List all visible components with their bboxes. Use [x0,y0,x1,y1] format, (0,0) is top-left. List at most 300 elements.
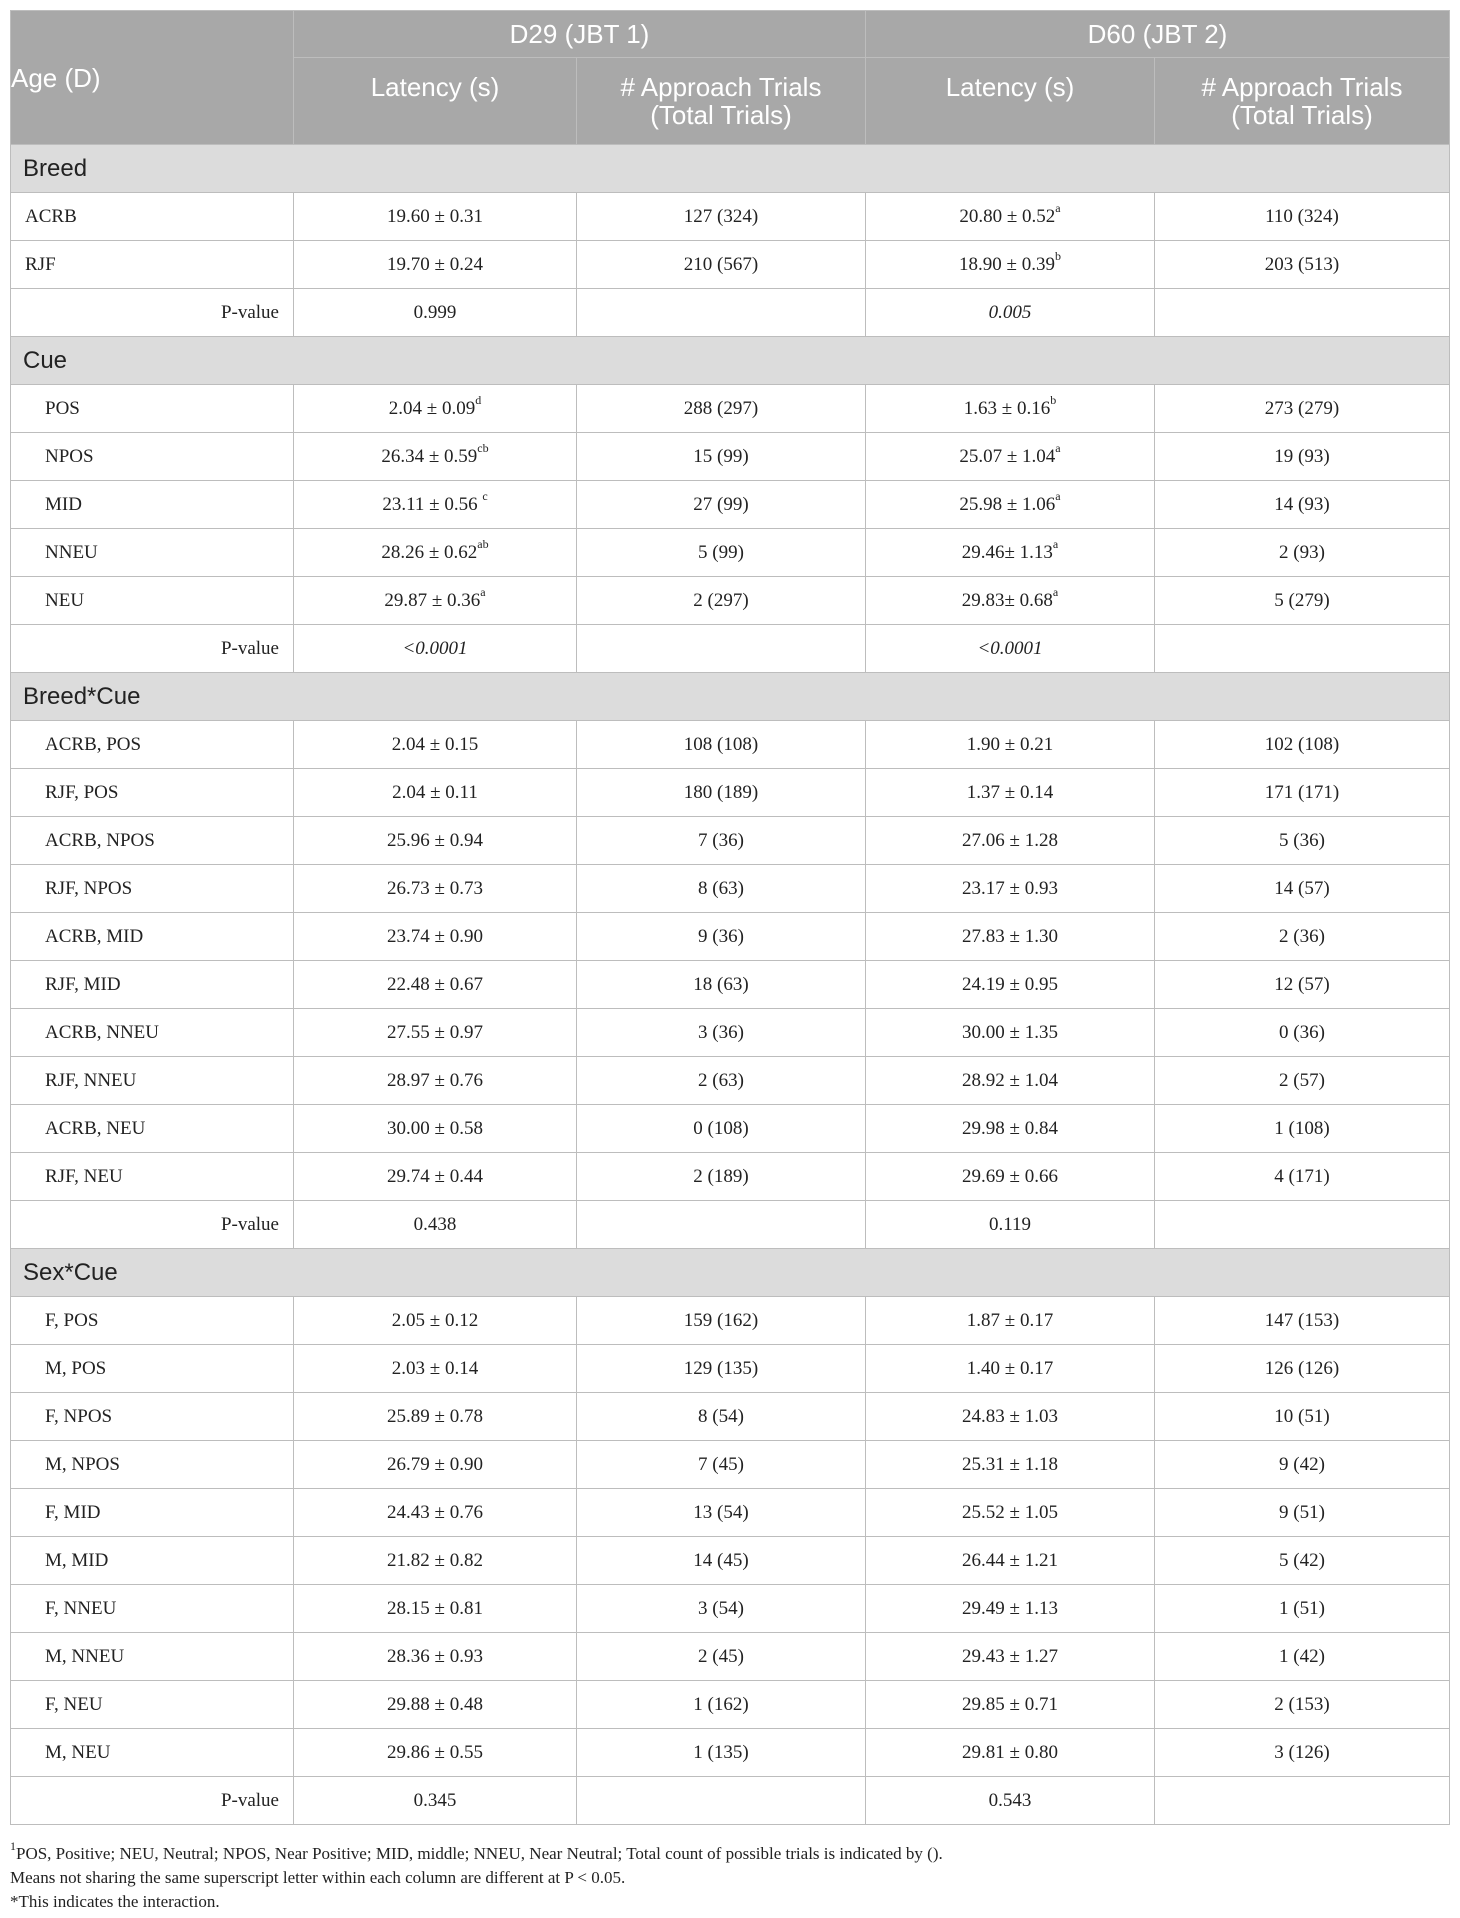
cell-value: 7 (36) [698,829,744,851]
table-row [11,1153,1450,1201]
d29-latency-cell [294,577,577,625]
row-label: M, POS [11,1345,294,1393]
table-row [11,481,1450,529]
cell-value: 25.07 ± 1.04 [959,445,1056,467]
cell-value: 19.70 ± 0.24 [387,253,483,275]
pvalue-d60: <0.0001 [866,625,1155,673]
empty-cell [1155,1201,1450,1249]
cell-value: 26.44 ± 1.21 [962,1549,1058,1571]
cell-value: 30.00 ± 0.58 [387,1117,483,1139]
table-row [11,529,1450,577]
row-label: F, NPOS [11,1393,294,1441]
cell-value: 288 (297) [683,397,759,419]
table-row [11,433,1450,481]
d29-latency-cell [294,1729,577,1777]
d29-latency-cell [294,1585,577,1633]
significance-letter: ab [477,537,489,552]
cell-value: 26.34 ± 0.59 [381,445,478,467]
row-label: RJF, NEU [11,1153,294,1201]
cell-value: 3 (126) [1274,1741,1330,1763]
pvalue-label: P-value [11,625,294,673]
d29-approach-cell [577,1057,866,1105]
d29-latency-cell [294,913,577,961]
pvalue-d60: 0.543 [866,1777,1155,1825]
table-row [11,817,1450,865]
pvalue-label: P-value [11,289,294,337]
results-table-container [10,10,1449,1825]
cell-value: 29.49 ± 1.13 [962,1597,1058,1619]
row-label: ACRB, POS [11,721,294,769]
d60-latency-cell [866,481,1155,529]
cell-value: 210 (567) [683,253,759,275]
d60-approach-cell [1155,1057,1450,1105]
cell-value: 27.83 ± 1.30 [962,925,1058,947]
empty-cell [1155,1777,1450,1825]
d60-approach-cell [1155,577,1450,625]
d29-latency-cell [294,1441,577,1489]
cell-value: 28.26 ± 0.62 [381,541,478,563]
table-row [11,193,1450,241]
cell-value: 25.98 ± 1.06 [959,493,1056,515]
d29-latency-cell [294,385,577,433]
cell-value: 2 (93) [1279,541,1325,563]
cell-value: 9 (51) [1279,1501,1325,1523]
d60-latency-cell [866,1633,1155,1681]
d29-latency-cell [294,1009,577,1057]
d29-approach-cell [577,913,866,961]
section-title: Cue [11,337,1450,385]
cell-value: 273 (279) [1264,397,1340,419]
d60-latency-cell [866,577,1155,625]
empty-cell [577,1201,866,1249]
empty-cell [577,289,866,337]
cell-value: 1.37 ± 0.14 [966,781,1054,803]
cell-value: 1 (162) [693,1693,749,1715]
cell-value: 1.87 ± 0.17 [966,1309,1054,1331]
d29-approach-cell [577,241,866,289]
group-header-d60: D60 (JBT 2) [866,11,1450,58]
cell-value: 1.40 ± 0.17 [966,1357,1054,1379]
cell-value: 25.31 ± 1.18 [962,1453,1058,1475]
cell-value: 23.74 ± 0.90 [387,925,483,947]
section-title: Breed*Cue [11,673,1450,721]
d29-latency-cell [294,1105,577,1153]
cell-value: 25.52 ± 1.05 [962,1501,1058,1523]
d60-latency-cell [866,913,1155,961]
cell-value: 3 (36) [698,1021,744,1043]
table-row [11,1057,1450,1105]
d60-latency-cell [866,193,1155,241]
d60-latency-cell [866,1057,1155,1105]
row-label: M, MID [11,1537,294,1585]
cell-value: 25.89 ± 0.78 [387,1405,483,1427]
row-label: RJF, NPOS [11,865,294,913]
d60-latency-cell [866,1585,1155,1633]
d60-latency-cell [866,529,1155,577]
d29-latency-cell [294,1057,577,1105]
cell-value: 29.69 ± 0.66 [962,1165,1058,1187]
d60-latency-cell [866,1297,1155,1345]
row-label: MID [11,481,294,529]
table-row [11,1441,1450,1489]
cell-value: 102 (108) [1264,733,1340,755]
table-row [11,1345,1450,1393]
cell-value: 9 (42) [1279,1453,1325,1475]
d60-approach-cell [1155,1297,1450,1345]
row-label: F, MID [11,1489,294,1537]
significance-letter: c [482,489,488,504]
d60-latency-cell [866,1729,1155,1777]
table-row [11,721,1450,769]
pvalue-d60: 0.005 [866,289,1155,337]
significance-letter: b [1050,393,1057,408]
d29-approach-cell [577,1489,866,1537]
d29-approach-cell [577,1633,866,1681]
row-label: ACRB, NEU [11,1105,294,1153]
cell-value: 2 (63) [698,1069,744,1091]
d60-approach-cell [1155,433,1450,481]
table-row [11,913,1450,961]
cell-value: 21.82 ± 0.82 [387,1549,483,1571]
pvalue-row [11,289,1450,337]
row-label: RJF [11,241,294,289]
pvalue-d60: 0.119 [866,1201,1155,1249]
d60-approach-cell [1155,1729,1450,1777]
cell-value: 1.63 ± 0.16 [963,397,1051,419]
d60-latency-cell [866,433,1155,481]
d29-approach-cell [577,1009,866,1057]
d29-latency-cell [294,1681,577,1729]
table-row [11,1681,1450,1729]
cell-value: 8 (54) [698,1405,744,1427]
d60-latency-cell [866,1009,1155,1057]
cell-value: 8 (63) [698,877,744,899]
d29-approach-cell [577,385,866,433]
pvalue-row [11,1201,1450,1249]
cell-value: 23.11 ± 0.56 [382,493,483,515]
cell-value: 2 (189) [693,1165,749,1187]
cell-value: 29.85 ± 0.71 [962,1693,1058,1715]
d29-approach-cell [577,817,866,865]
d29-approach-cell [577,529,866,577]
cell-value: 2.04 ± 0.09 [388,397,476,419]
cell-value: 5 (99) [698,541,744,563]
row-label: RJF, NNEU [11,1057,294,1105]
pvalue-d29: <0.0001 [294,625,577,673]
cell-value: 126 (126) [1264,1357,1340,1379]
row-label: F, NEU [11,1681,294,1729]
table-row [11,1585,1450,1633]
cell-value: 10 (51) [1274,1405,1330,1427]
d29-approach-cell [577,1297,866,1345]
d29-approach-cell [577,1153,866,1201]
d60-approach-cell [1155,721,1450,769]
row-label: RJF, MID [11,961,294,1009]
footnotes [10,1839,1449,1914]
d60-latency-cell [866,385,1155,433]
empty-cell [577,1777,866,1825]
section-title: Breed [11,145,1450,193]
cell-value: 4 (171) [1274,1165,1330,1187]
cell-value: 1 (51) [1279,1597,1325,1619]
significance-letter: a [1055,201,1061,216]
d60-approach-cell [1155,961,1450,1009]
results-table [10,10,1450,1825]
cell-value: 3 (54) [698,1597,744,1619]
d29-latency-cell [294,1537,577,1585]
footnote-3: *This indicates the interaction. [10,1892,220,1911]
section-header [11,673,1450,721]
d60-approach-header: # Approach Trials (Total Trials) [1155,58,1450,145]
d60-approach-cell [1155,529,1450,577]
d29-latency-header: Latency (s) [294,58,577,145]
d60-approach-cell [1155,1537,1450,1585]
cell-value: 0 (108) [693,1117,749,1139]
d29-latency-cell [294,961,577,1009]
significance-letter: b [1054,249,1061,264]
cell-value: 27.06 ± 1.28 [962,829,1058,851]
d29-approach-cell [577,769,866,817]
d29-approach-cell [577,1537,866,1585]
d60-approach-cell [1155,865,1450,913]
table-row [11,1633,1450,1681]
table-row [11,1393,1450,1441]
section-header [11,337,1450,385]
cell-value: 5 (279) [1274,589,1330,611]
d60-approach-cell [1155,193,1450,241]
d29-approach-cell [577,1105,866,1153]
cell-value: 26.79 ± 0.90 [387,1453,483,1475]
table-row [11,1537,1450,1585]
cell-value: 110 (324) [1265,205,1339,227]
table-row [11,1105,1450,1153]
significance-letter: a [1055,489,1061,504]
pvalue-label: P-value [11,1201,294,1249]
cell-value: 108 (108) [683,733,759,755]
row-label: M, NPOS [11,1441,294,1489]
empty-cell [1155,289,1450,337]
pvalue-d29: 0.345 [294,1777,577,1825]
cell-value: 2.03 ± 0.14 [391,1357,479,1379]
d60-approach-cell [1155,817,1450,865]
cell-value: 2 (45) [698,1645,744,1667]
table-row [11,241,1450,289]
cell-value: 5 (36) [1279,829,1325,851]
d29-approach-cell [577,961,866,1009]
d29-latency-cell [294,1345,577,1393]
section-header [11,1249,1450,1297]
d29-approach-cell [577,1585,866,1633]
d29-latency-cell [294,481,577,529]
d60-latency-cell [866,817,1155,865]
row-label: M, NNEU [11,1633,294,1681]
row-label: F, NNEU [11,1585,294,1633]
d60-latency-cell [866,1345,1155,1393]
d60-approach-cell [1155,1489,1450,1537]
d29-latency-cell [294,1489,577,1537]
cell-value: 1.90 ± 0.21 [966,733,1054,755]
d29-approach-cell [577,1681,866,1729]
cell-value: 29.88 ± 0.48 [387,1693,483,1715]
cell-value: 2 (57) [1279,1069,1325,1091]
cell-value: 180 (189) [683,781,759,803]
section-header [11,145,1450,193]
d29-latency-cell [294,241,577,289]
table-row [11,1489,1450,1537]
pvalue-row [11,1777,1450,1825]
table-row [11,769,1450,817]
cell-value: 29.43 ± 1.27 [962,1645,1058,1667]
row-label: POS [11,385,294,433]
cell-value: 2.04 ± 0.11 [392,781,478,803]
d60-latency-cell [866,1441,1155,1489]
cell-value: 24.43 ± 0.76 [387,1501,483,1523]
cell-value: 2.04 ± 0.15 [391,733,479,755]
cell-value: 29.86 ± 0.55 [387,1741,483,1763]
d60-latency-header: Latency (s) [866,58,1155,145]
table-row [11,1297,1450,1345]
cell-value: 29.83± 0.68 [961,589,1053,611]
row-label: NPOS [11,433,294,481]
group-header-d29: D29 (JBT 1) [294,11,866,58]
d29-approach-cell [577,1729,866,1777]
cell-value: 29.46± 1.13 [961,541,1053,563]
d29-approach-cell [577,1441,866,1489]
cell-value: 2 (36) [1279,925,1325,947]
d29-latency-cell [294,1393,577,1441]
significance-letter: a [1052,585,1059,600]
d29-latency-cell [294,193,577,241]
cell-value: 14 (93) [1274,493,1330,515]
table-body [11,145,1450,1825]
cell-value: 203 (513) [1264,253,1340,275]
d60-approach-cell [1155,1153,1450,1201]
d29-approach-cell [577,865,866,913]
d29-latency-cell [294,433,577,481]
table-row [11,865,1450,913]
d29-latency-cell [294,529,577,577]
pvalue-label: P-value [11,1777,294,1825]
d60-approach-cell [1155,1633,1450,1681]
cell-value: 19 (93) [1274,445,1330,467]
table-row [11,961,1450,1009]
cell-value: 19.60 ± 0.31 [387,205,483,227]
significance-letter: cb [477,441,489,456]
d29-approach-cell [577,433,866,481]
cell-value: 29.74 ± 0.44 [387,1165,483,1187]
row-label: ACRB [11,193,294,241]
row-label: ACRB, MID [11,913,294,961]
cell-value: 159 (162) [683,1309,759,1331]
pvalue-row [11,625,1450,673]
footnote-2: Means not sharing the same superscript letter within each column are different at P < 0.05. [10,1868,626,1887]
d29-latency-cell [294,1633,577,1681]
table-row [11,1729,1450,1777]
d60-latency-cell [866,1681,1155,1729]
d29-latency-cell [294,865,577,913]
cell-value: 15 (99) [693,445,749,467]
d60-approach-cell [1155,1345,1450,1393]
cell-value: 22.48 ± 0.67 [387,973,483,995]
d29-approach-cell [577,481,866,529]
d60-approach-cell [1155,241,1450,289]
d60-latency-cell [866,1393,1155,1441]
cell-value: 28.92 ± 1.04 [962,1069,1058,1091]
d60-approach-cell [1155,1585,1450,1633]
row-label: ACRB, NPOS [11,817,294,865]
d60-latency-cell [866,1537,1155,1585]
row-label: NNEU [11,529,294,577]
age-header: Age (D) [11,11,294,145]
table-row [11,1009,1450,1057]
d60-approach-cell [1155,769,1450,817]
pvalue-d29: 0.999 [294,289,577,337]
row-label: ACRB, NNEU [11,1009,294,1057]
cell-value: 13 (54) [693,1501,749,1523]
d29-latency-cell [294,1297,577,1345]
d60-approach-cell [1155,1009,1450,1057]
cell-value: 24.83 ± 1.03 [962,1405,1058,1427]
cell-value: 18 (63) [693,973,749,995]
empty-cell [1155,625,1450,673]
cell-value: 28.15 ± 0.81 [387,1597,483,1619]
cell-value: 20.80 ± 0.52 [959,205,1056,227]
d29-latency-cell [294,817,577,865]
significance-letter: a [1055,441,1061,456]
row-label: NEU [11,577,294,625]
cell-value: 27.55 ± 0.97 [387,1021,483,1043]
table-row [11,577,1450,625]
cell-value: 5 (42) [1279,1549,1325,1571]
cell-value: 29.87 ± 0.36 [384,589,481,611]
d60-latency-cell [866,1489,1155,1537]
cell-value: 127 (324) [683,205,759,227]
table-row [11,385,1450,433]
d29-approach-cell [577,577,866,625]
cell-value: 129 (135) [683,1357,759,1379]
cell-value: 26.73 ± 0.73 [387,877,483,899]
d60-approach-cell [1155,913,1450,961]
row-label: M, NEU [11,1729,294,1777]
cell-value: 12 (57) [1274,973,1330,995]
cell-value: 1 (135) [693,1741,749,1763]
d29-latency-cell [294,1153,577,1201]
pvalue-d29: 0.438 [294,1201,577,1249]
d60-latency-cell [866,241,1155,289]
d29-approach-header: # Approach Trials (Total Trials) [577,58,866,145]
significance-letter: d [475,393,482,408]
row-label: F, POS [11,1297,294,1345]
significance-letter: a [1052,537,1059,552]
cell-value: 30.00 ± 1.35 [962,1021,1058,1043]
cell-value: 2 (153) [1274,1693,1330,1715]
cell-value: 1 (42) [1279,1645,1325,1667]
cell-value: 28.97 ± 0.76 [387,1069,483,1091]
d60-latency-cell [866,1105,1155,1153]
cell-value: 2 (297) [693,589,749,611]
row-label: RJF, POS [11,769,294,817]
cell-value: 147 (153) [1264,1309,1340,1331]
d29-approach-cell [577,193,866,241]
cell-value: 1 (108) [1274,1117,1330,1139]
cell-value: 23.17 ± 0.93 [962,877,1058,899]
cell-value: 27 (99) [693,493,749,515]
footnote-1: $^1$POS, Positive; NEU, Neutral; NPOS, Near Positive; MID, middle; NNEU, Near Neutral; Total count of possible trials is indicated by (). [10,1839,943,1863]
cell-value: 171 (171) [1264,781,1340,803]
cell-value: 14 (45) [693,1549,749,1571]
d60-approach-cell [1155,1681,1450,1729]
d29-latency-cell [294,769,577,817]
